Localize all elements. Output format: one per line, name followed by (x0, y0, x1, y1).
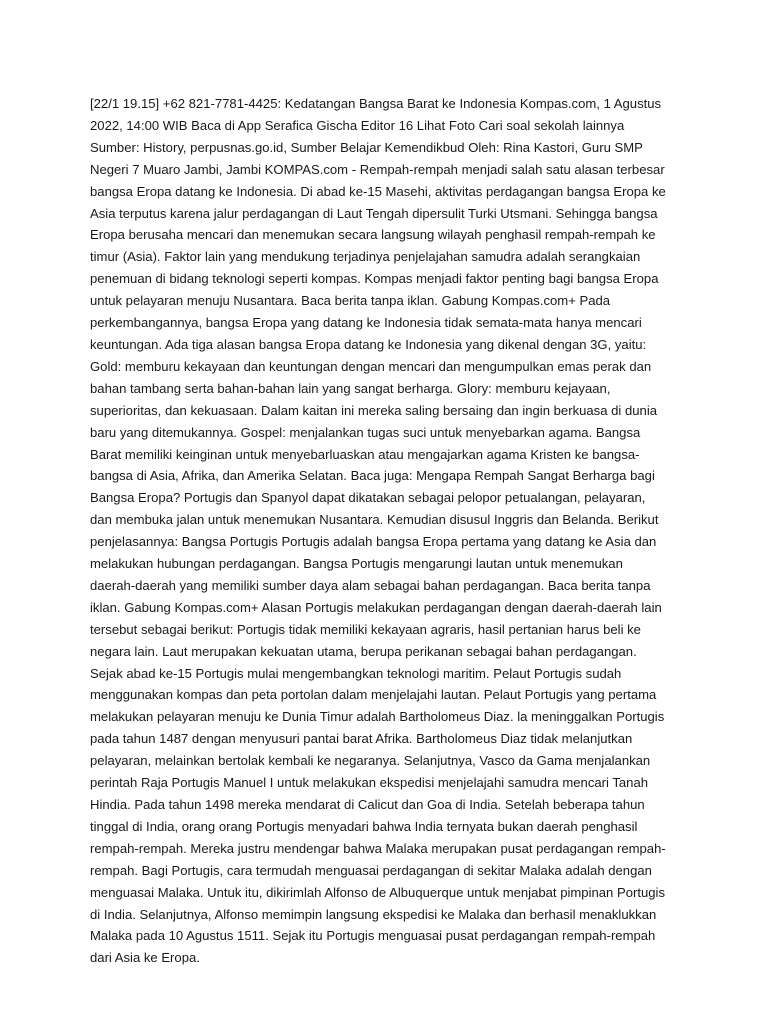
document-body-text: [22/1 19.15] +62 821-7781-4425: Kedatangan Bangsa Barat ke Indonesia Kompas.com, 1 Agustus 2022, 14:00 WIB Baca di App Serafica Gischa Editor 16 Lihat Foto Cari soal sekolah lainnya Sumber: History, perpusnas.go.id, Sumber Belajar Kemendikbud Oleh: Rina Kastori, Guru SMP Negeri 7 Muaro Jambi, Jambi KOMPAS.com - Rempah-rempah menjadi salah satu alasan terbesar bangsa Eropa datang ke Indonesia. Di abad ke-15 Masehi, aktivitas perdagangan bangsa Eropa ke Asia terputus karena jalur perdagangan di Laut Tengah dipersulit Turki Utsmani. Sehingga bangsa Eropa berusaha mencari dan menemukan secara langsung wilayah penghasil rempah-rempah ke timur (Asia). Faktor lain yang mendukung terjadinya penjelajahan samudra adalah serangkaian penemuan di bidang teknologi seperti kompas. Kompas menjadi faktor penting bagi bangsa Eropa untuk pelayaran menuju Nusantara. Baca berita tanpa iklan. Gabung Kompas.com+ Pada perkembangannya, bangsa Eropa yang datang ke Indonesia tidak semata-mata hanya mencari keuntungan. Ada tiga alasan bangsa Eropa datang ke Indonesia yang dikenal dengan 3G, yaitu: Gold: memburu kekayaan dan keuntungan dengan mencari dan mengumpulkan emas perak dan bahan tambang serta bahan-bahan lain yang sangat berharga. Glory: memburu kejayaan, superioritas, dan kekuasaan. Dalam kaitan ini mereka saling bersaing dan ingin berkuasa di dunia baru yang ditemukannya. Gospel: menjalankan tugas suci untuk menyebarkan agama. Bangsa Barat memiliki keinginan untuk menyebarluaskan atau mengajarkan agama Kristen ke bangsa-bangsa di Asia, Afrika, dan Amerika Selatan. Baca juga: Mengapa Rempah Sangat Berharga bagi Bangsa Eropa? Portugis dan Spanyol dapat dikatakan sebagai pelopor petualangan, pelayaran, dan membuka jalan untuk menemukan Nusantara. Kemudian disusul Inggris dan Belanda. Berikut penjelasannya: Bangsa Portugis Portugis adalah bangsa Eropa pertama yang datang ke Asia dan melakukan hubungan perdagangan. Bangsa Portugis mengarungi lautan untuk menemukan daerah-daerah yang memiliki sumber daya alam sebagai bahan perdagangan. Baca berita tanpa iklan. Gabung Kompas.com+ Alasan Portugis melakukan perdagangan dengan daerah-daerah lain tersebut sebagai berikut: Portugis tidak memiliki kekayaan agraris, hasil pertanian harus beli ke negara lain. Laut merupakan kekuatan utama, berupa perikanan sebagai bahan perdagangan. Sejak abad ke-15 Portugis mulai mengembangkan teknologi maritim. Pelaut Portugis sudah menggunakan kompas dan peta portolan dalam menjelajahi lautan. Pelaut Portugis yang pertama melakukan pelayaran menuju ke Dunia Timur adalah Bartholomeus Diaz. la meninggalkan Portugis pada tahun 1487 dengan menyusuri pantai barat Afrika. Bartholomeus Diaz tidak melanjutkan pelayaran, melainkan bertolak kembali ke negaranya. Selanjutnya, Vasco da Gama menjalankan perintah Raja Portugis Manuel I untuk melakukan ekspedisi menjelajahi samudra mencari Tanah Hindia. Pada tahun 1498 mereka mendarat di Calicut dan Goa di India. Setelah beberapa tahun tinggal di India, orang orang Portugis menyadari bahwa India ternyata bukan daerah penghasil rempah-rempah. Mereka justru mendengar bahwa Malaka merupakan pusat perdagangan rempah-rempah. Bagi Portugis, cara termudah menguasai perdagangan di sekitar Malaka adalah dengan menguasai Malaka. Untuk itu, dikirimlah Alfonso de Albuquerque untuk menjabat pimpinan Portugis di India. Selanjutnya, Alfonso memimpin langsung ekspedisi ke Malaka dan berhasil menaklukkan Malaka pada 10 Agustus 1511. Sejak itu Portugis menguasai pusat perdagangan rempah-rempah dari Asia ke Eropa. (90, 96, 666, 966)
